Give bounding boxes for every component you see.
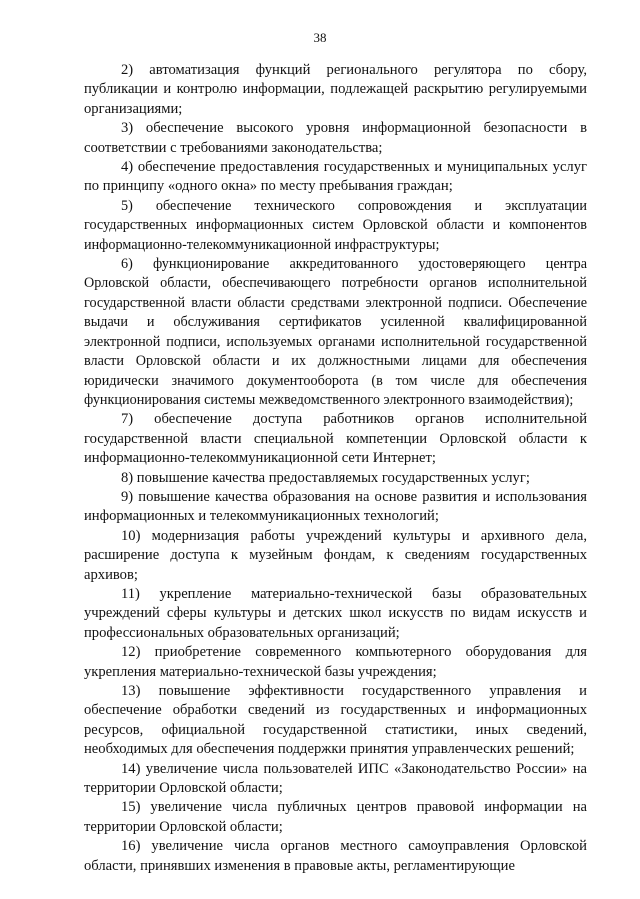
page-number: 38: [313, 30, 327, 45]
paragraph-item-9: 9) повышение качества образования на основе развития и использования информационных и телекоммуникационных технологий;: [84, 488, 587, 525]
paragraph-item-5: 5) обеспечение технического сопровождения и эксплуатации государственных информационных систем Орловской области и компонентов информационно-телекоммуникационной инфраструктуры;: [84, 197, 587, 253]
paragraph-item-10: 10) модернизация работы учреждений культуры и архивного дела, расширение доступа к музейным фондам, к сведениям государственных архивов;: [84, 527, 587, 583]
paragraph-item-15: 15) увеличение числа публичных центров правовой информации на территории Орловской области;: [84, 799, 587, 835]
paragraph-item-7: 7) обеспечение доступа работников органов исполнительной государственной власти специальной компетенции Орловской области к информационно-телекоммуникационной сети Интернет;: [84, 411, 587, 467]
paragraph-item-12: 12) приобретение современного компьютерного оборудования для укрепления материально-технической базы учреждения;: [84, 644, 587, 680]
paragraph-item-6: 6) функционирование аккредитованного удостоверяющего центра Орловской области, обеспечивающего потребности органов исполнительной государственной власти области средствами электронной подписи. Обеспечение выдачи и обслуживания сертификатов усиленной квалифицированной электронной подписи, используемых органами исполнительной государственной власти Орловской области и их должностными лицами для обеспечения юридически значимого документооборота (в том числе для обеспечения функционирования системы межведомственного электронного взаимодействия);: [84, 256, 587, 408]
document-body: [84, 61, 587, 876]
paragraph-item-4: 4) обеспечение предоставления государственных и муниципальных услуг по принципу «одного окна» по месту пребывания граждан;: [84, 159, 587, 195]
paragraph-item-3: 3) обеспечение высокого уровня информационной безопасности в соответствии с требованиями законодательства;: [84, 120, 587, 156]
paragraph-item-8: 8) повышение качества предоставляемых государственных услуг;: [121, 469, 530, 486]
paragraph-item-11: 11) укрепление материально-технической базы образовательных учреждений сферы культуры и детских школ искусств по видам искусств и профессиональных образовательных организаций;: [84, 585, 587, 641]
paragraph-item-13: 13) повышение эффективности государственного управления и обеспечение обработки сведений из государственных и информационных ресурсов, официальной государственной статистики, иных сведений, необходимых для обеспечения поддержки принятия управленческих решений;: [84, 683, 587, 758]
paragraph-item-16: 16) увеличение числа органов местного самоуправления Орловской области, принявших изменения в правовые акты, регламентирующие: [84, 838, 587, 874]
paragraph-item-14: 14) увеличение числа пользователей ИПС «Законодательство России» на территории Орловской области;: [84, 760, 587, 797]
paragraph-item-2: 2) автоматизация функций регионального регулятора по сбору, публикации и контролю информации, подлежащей раскрытию регулируемыми организациями;: [84, 62, 587, 117]
